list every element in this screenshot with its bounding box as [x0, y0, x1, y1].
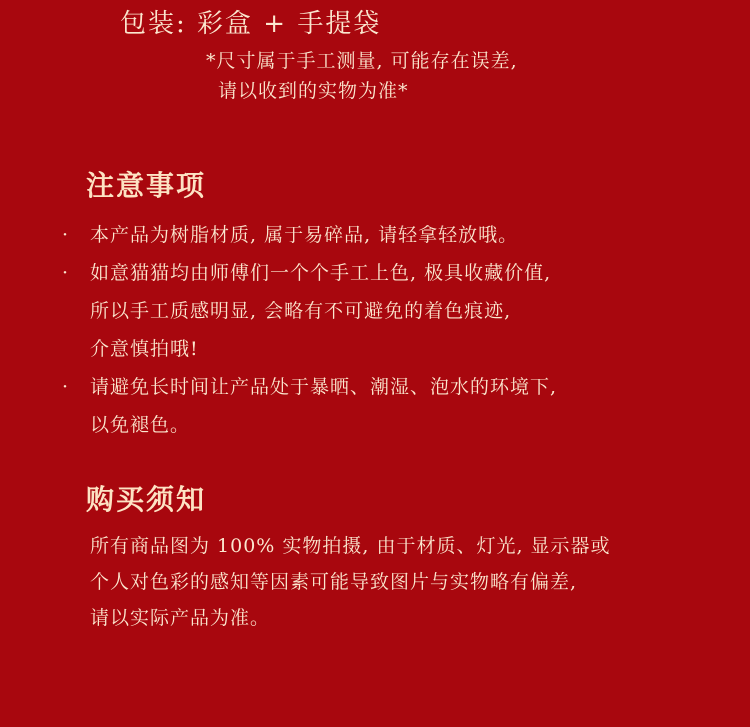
notes-item-line: 所以手工质感明显, 会略有不可避免的着色痕迹,	[90, 300, 512, 322]
notes-item-line: 介意慎拍哦!	[90, 338, 199, 360]
bullet-dot: ·	[62, 262, 70, 284]
size-disclaimer-line-2: 请以收到的实物为准*	[218, 80, 409, 102]
notes-item-line: 以免褪色。	[90, 414, 191, 436]
purchase-notice-line: 所有商品图为 100% 实物拍摄, 由于材质、灯光, 显示器或	[90, 535, 611, 557]
notes-list-item	[62, 254, 722, 368]
purchase-section-title: 购买须知	[86, 483, 207, 516]
bullet-dot: ·	[62, 376, 70, 398]
size-disclaimer-line-1: *尺寸属于手工测量, 可能存在误差,	[206, 50, 518, 72]
bullet-dot: ·	[62, 224, 70, 246]
notes-item-line: 请避免长时间让产品处于暴晒、潮湿、泡水的环境下,	[90, 376, 558, 398]
packaging-label: 包装:	[120, 9, 187, 39]
packaging-value: 彩盒 + 手提袋	[197, 9, 382, 39]
notes-list-item	[62, 216, 722, 254]
purchase-notice	[90, 528, 611, 636]
purchase-notice-line: 请以实际产品为准。	[90, 607, 271, 629]
size-disclaimer	[206, 46, 518, 106]
packaging-line	[120, 6, 381, 42]
purchase-notice-line: 个人对色彩的感知等因素可能导致图片与实物略有偏差,	[90, 571, 578, 593]
notes-item-line: 本产品为树脂材质, 属于易碎品, 请轻拿轻放哦。	[90, 224, 519, 246]
notes-list-item	[62, 368, 722, 444]
notes-item-line: 如意猫猫均由师傅们一个个手工上色, 极具收藏价值,	[90, 262, 552, 284]
notes-list	[62, 216, 722, 444]
notes-section-title: 注意事项	[86, 169, 207, 202]
